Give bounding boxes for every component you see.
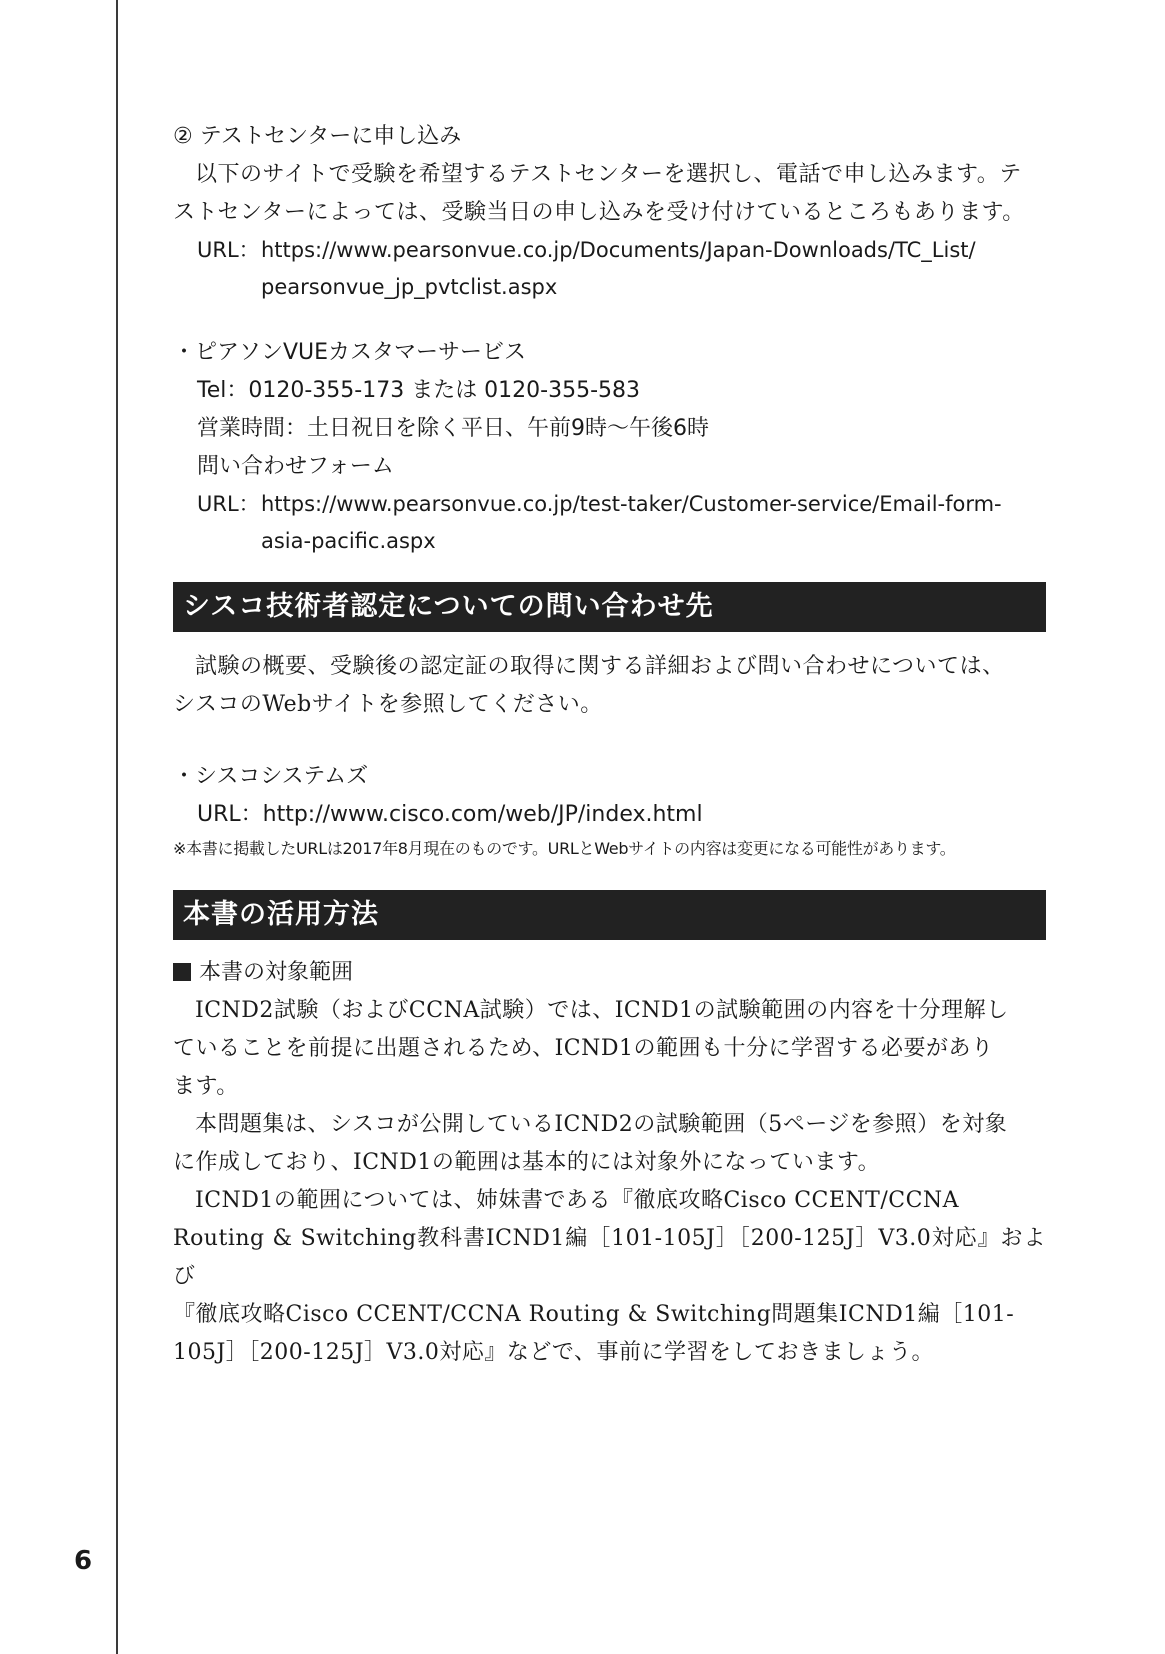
url-line[interactable]: https://www.pearsonvue.co.jp/test-taker/Customer-service/Email-form- xyxy=(261,492,1002,516)
body-line: ICND1の範囲については、姉妹書である『徹底攻略Cisco CCENT/CCNA xyxy=(195,1188,960,1213)
body-line: 105J］［200-125J］V3.0対応』などで、事前に学習をしておきましょう。 xyxy=(173,1340,934,1365)
url-note: ※本書に掲載したURLは2017年8月現在のものです。URLとWebサイトの内容は変更になる可能性があります。 xyxy=(173,839,956,858)
inquiry-form-title: 問い合わせフォーム xyxy=(197,454,394,479)
test-center-body xyxy=(173,156,1046,232)
body-line: ます。 xyxy=(173,1074,239,1099)
customer-service-title: ・ピアソンVUEカスタマーサービス xyxy=(173,340,527,365)
scope-subheading-text: 本書の対象範囲 xyxy=(199,960,354,985)
url-line[interactable]: asia-pacific.aspx xyxy=(261,529,436,553)
url-label: URL： xyxy=(197,238,260,262)
usage-paragraph-1 xyxy=(173,992,1046,1106)
cisco-contact-heading: シスコ技術者認定についての問い合わせ先 xyxy=(173,582,1046,632)
cisco-url[interactable]: URL：http://www.cisco.com/web/JP/index.html xyxy=(197,802,703,827)
square-bullet-icon xyxy=(173,963,191,981)
customer-service-tel: Tel：0120-355-173 または 0120-355-583 xyxy=(197,378,641,403)
cisco-body xyxy=(173,648,1046,724)
body-line: Routing & Switching教科書ICND1編［101-105J］［200-125J］V3.0対応』および xyxy=(173,1226,1046,1289)
url-line[interactable]: https://www.pearsonvue.co.jp/Documents/Japan-Downloads/TC_List/ xyxy=(261,238,976,262)
body-line: に作成しており、ICND1の範囲は基本的には対象外になっています。 xyxy=(173,1150,881,1175)
body-line: 『徹底攻略Cisco CCENT/CCNA Routing & Switching問題集ICND1編［101- xyxy=(173,1302,1015,1327)
page-content xyxy=(173,118,1046,1372)
body-line: ICND2試験（およびCCNA試験）では、ICND1の試験範囲の内容を十分理解し xyxy=(195,998,1009,1023)
test-center-title: ② テストセンターに申し込み xyxy=(173,124,462,149)
body-line: ていることを前提に出題されるため、ICND1の範囲も十分に学習する必要があり xyxy=(173,1036,994,1061)
body-line: ストセンターによっては、受験当日の申し込みを受け付けているところもあります。 xyxy=(173,200,1025,225)
url-label: URL： xyxy=(197,492,260,516)
usage-heading: 本書の活用方法 xyxy=(173,890,1046,940)
usage-paragraph-3 xyxy=(173,1182,1046,1372)
usage-paragraph-2 xyxy=(173,1106,1046,1182)
page-number: 6 xyxy=(74,1546,93,1576)
cisco-systems-title: ・シスコシステムズ xyxy=(173,764,369,789)
body-line: 以下のサイトで受験を希望するテストセンターを選択し、電話で申し込みます。テ xyxy=(195,162,1022,187)
body-line: 本問題集は、シスコが公開しているICND2の試験範囲（5ページを参照）を対象 xyxy=(195,1112,1008,1137)
customer-service-url xyxy=(197,486,1046,560)
customer-service-hours: 営業時間：土日祝日を除く平日、午前9時～午後6時 xyxy=(197,416,709,441)
body-line: 試験の概要、受験後の認定証の取得に関する詳細および問い合わせについては、 xyxy=(195,654,1005,679)
url-line[interactable]: pearsonvue_jp_pvtclist.aspx xyxy=(261,275,558,299)
margin-rule xyxy=(116,0,118,1654)
test-center-url-link[interactable] xyxy=(261,232,976,306)
body-line: シスコのWebサイトを参照してください。 xyxy=(173,692,603,717)
scope-subheading xyxy=(173,954,1046,992)
customer-service-url-link[interactable] xyxy=(261,486,1002,560)
test-center-url xyxy=(197,232,1046,306)
